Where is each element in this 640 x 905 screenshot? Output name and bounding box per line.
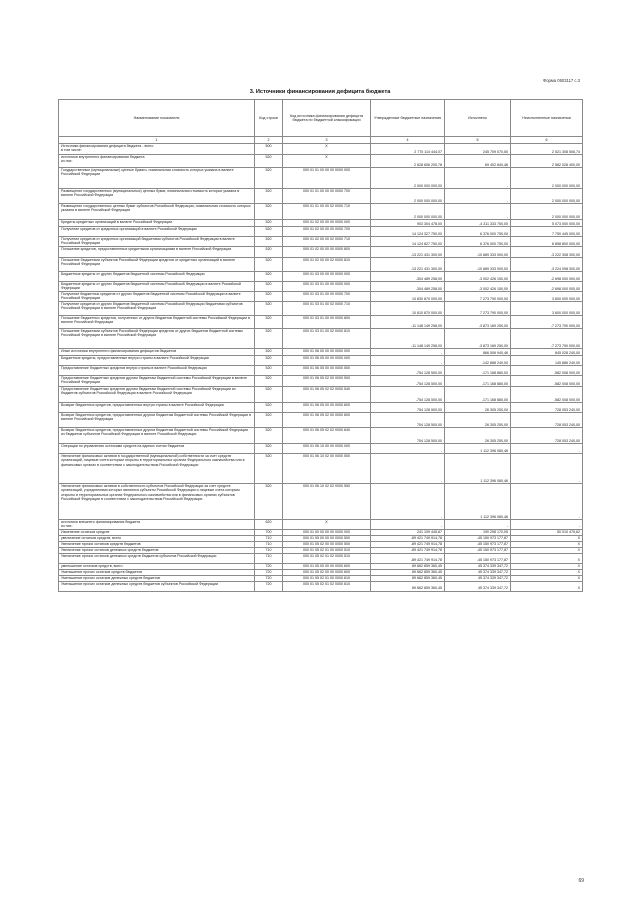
row-code: 520 [255,454,283,484]
row-executed: -3 002 426 150,00 [445,272,511,282]
row-unexecuted: 2 000 000 000,00 [511,189,583,204]
row-approved: -304 489 258,00 [371,272,445,282]
row-executed: - [445,189,511,204]
row-approved: - [371,356,445,366]
column-header-kbk: Код источника финансирования дефицита бюджета по бюджетной классификации [283,100,371,137]
row-approved: 2 000 000 000,00 [371,189,445,204]
row-executed: 6 376 000 750,00 [445,227,511,237]
row-approved: -754 128 500,00 [371,376,445,387]
row-name: источники внутреннего финансирования бюджета из них: [59,155,255,168]
row-name: Иные источники внутреннего финансирования дефицитов бюджетов [59,349,255,356]
table-row [59,316,583,329]
row-kbk: 000 01 05 00 00 00 0000 500 [283,535,371,541]
row-approved: - [371,349,445,356]
row-code: 520 [255,282,283,292]
row-name: Увеличение финансовых активов в государственной (муниципальной) собственности за счет средств организаций, лицевые счета которым открыты в территориальных органах Федерального казначейства или в финансовых органах в соответствии с законодательством Российской Федерации [59,454,255,484]
row-approved: 903 304 478,00 [371,220,445,227]
row-name: Получение кредитов от других бюджетов бюджетной системы Российской Федерации бюджетами субъектов Российской Федерации в валюте Российской Федерации [59,302,255,316]
row-unexecuted: 50 010 475,62 [511,529,583,535]
row-approved: -89 421 749 914,78 [371,553,445,563]
table-row [59,292,583,302]
row-name: Изменение остатков средств [59,529,255,535]
row-name: Увеличение прочих остатков денежных средств бюджетов субъектов Российской Федерации [59,553,255,563]
row-approved: 2 770 114 444,07 [371,144,445,155]
row-code: 520 [255,258,283,272]
row-code: 520 [255,413,283,428]
row-unexecuted: 845 028 240,00 [511,349,583,356]
row-unexecuted: 6 898 800 000,00 [511,237,583,247]
table-row [59,329,583,349]
row-executed: 1 112 396 080,46 [445,444,511,454]
row-name: Операции по управлению остатками средств на единых счетах бюджетов [59,444,255,454]
row-name: Уменьшение прочих остатков денежных средств бюджетов [59,575,255,581]
row-unexecuted: -3 222 308 300,00 [511,247,583,258]
row-kbk: 000 01 05 02 01 02 0000 610 [283,581,371,591]
column-header-name: Наименование показателя [59,100,255,137]
row-name: Возврат бюджетных кредитов, предоставленных другим бюджетам бюджетной системы Российской Федерации в валюте Российской Федерации [59,413,255,428]
row-kbk: 000 01 06 05 02 02 0000 540 [283,387,371,403]
row-kbk: 000 01 06 10 00 00 0000 000 [283,444,371,454]
row-name: Государственные (муниципальные) ценные бумаги, номинальная стоимость которых указана в валюте Российской Федерации [59,168,255,189]
row-approved: -89 421 749 914,78 [371,535,445,541]
row-executed: 1 112 396 080,46 [445,454,511,484]
row-name: Бюджетные кредиты от других бюджетов бюджетной системы Российской Федерации [59,272,255,282]
table-row [59,428,583,444]
row-executed: 7 273 790 000,00 [445,292,511,302]
row-executed: -45 150 973 177,87 [445,553,511,563]
table-row [59,247,583,258]
table-row [59,237,583,247]
row-unexecuted: 728 053 240,00 [511,428,583,444]
row-approved: -304 489 258,00 [371,282,445,292]
row-kbk: 000 01 06 05 00 00 0000 500 [283,366,371,376]
row-unexecuted: - [511,520,583,530]
row-unexecuted: -2 698 000 000,00 [511,272,583,282]
row-name: Кредиты кредитных организаций в валюте Российской Федерации [59,220,255,227]
table-row [59,553,583,563]
row-name: Увеличение прочих остатков средств бюджетов [59,541,255,547]
row-unexecuted: 2 000 000 000,00 [511,168,583,189]
row-name: Размещение государственных (муниципальных) ценных бумаг, номинальная стоимость которых указана в валюте Российской Федерации [59,189,255,204]
row-code: 520 [255,237,283,247]
row-unexecuted: -582 008 000,00 [511,366,583,376]
row-approved: 14 124 327 750,00 [371,227,445,237]
row-unexecuted: - [511,454,583,484]
column-header-approved: Утвержденные бюджетные назначения [371,100,445,137]
row-kbk: 000 01 01 00 00 02 0000 710 [283,204,371,220]
row-code: 520 [255,376,283,387]
row-unexecuted: 5 073 000 000,00 [511,220,583,227]
row-name: увеличение остатков средств, всего [59,535,255,541]
row-approved: -89 421 749 914,78 [371,547,445,553]
row-name: Источники финансирования дефицита бюджета - всего в том числе: [59,144,255,155]
row-approved: 2 000 000 000,00 [371,204,445,220]
row-unexecuted: -7 273 790 000,00 [511,316,583,329]
row-approved: -754 128 500,00 [371,366,445,376]
row-kbk: 000 01 02 00 00 02 0000 710 [283,237,371,247]
row-approved: 10 810 870 000,00 [371,302,445,316]
row-kbk: 000 01 05 02 01 00 0000 510 [283,547,371,553]
row-approved: 754 128 500,00 [371,403,445,413]
row-code: 700 [255,529,283,535]
row-kbk: 000 01 06 05 02 00 0000 600 [283,413,371,428]
row-unexecuted: -2 698 000 000,00 [511,282,583,292]
row-approved: - [371,444,445,454]
row-executed: -171 168 880,00 [445,376,511,387]
column-number-row [59,137,583,144]
table-body [59,144,583,592]
row-executed: -3 873 169 250,00 [445,316,511,329]
row-code: 720 [255,575,283,581]
row-code: 520 [255,168,283,189]
table-row [59,387,583,403]
row-kbk: 000 01 03 01 00 00 0000 000 [283,282,371,292]
row-executed: -45 150 973 177,87 [445,535,511,541]
row-name: Предоставление бюджетных кредитов внутри страны в валюте Российской Федерации [59,366,255,376]
row-executed: 190 298 170,05 [445,529,511,535]
row-unexecuted: - [511,484,583,520]
row-kbk: 000 01 02 00 00 00 0000 000 [283,220,371,227]
row-code: 520 [255,444,283,454]
row-approved: 89 662 859 360,45 [371,581,445,591]
row-code: 520 [255,484,283,520]
row-name: уменьшение остатков средств, всего [59,563,255,569]
row-kbk: 000 01 03 01 00 02 0000 810 [283,329,371,349]
row-executed: -3 873 169 250,00 [445,329,511,349]
row-unexecuted: -582 008 000,00 [511,387,583,403]
row-name: Возврат бюджетных кредитов, предоставленных внутри страны в валюте Российской Федерации [59,403,255,413]
row-executed: 45 374 339 347,72 [445,575,511,581]
row-unexecuted: 728 053 240,00 [511,413,583,428]
row-code: 520 [255,329,283,349]
row-executed: 26 305 250,00 [445,413,511,428]
row-kbk: 000 01 06 05 00 00 0000 600 [283,403,371,413]
row-code: 710 [255,553,283,563]
row-unexecuted: - [511,444,583,454]
row-code: 520 [255,220,283,227]
row-unexecuted: 2 521 308 506,74 [511,144,583,155]
row-name: Уменьшение прочих остатков денежных средств бюджетов субъектов Российской Федерации [59,581,255,591]
row-name: Размещение государственных ценных бумаг субъектов Российской Федерации, номинальная стоимость которых указана в валюте Российской Федерации [59,204,255,220]
row-code: 520 [255,366,283,376]
table-row [59,520,583,530]
row-code: 520 [255,189,283,204]
row-approved: 89 662 859 360,45 [371,569,445,575]
row-code: 520 [255,292,283,302]
table-row [59,484,583,520]
form-code: Форма 0503117 с.3 [543,78,580,83]
row-kbk: 000 01 06 05 00 00 0000 000 [283,356,371,366]
table-row [59,227,583,237]
row-unexecuted: 2 000 000 000,00 [511,204,583,220]
page-number: 69 [578,878,584,884]
row-unexecuted: X [511,541,583,547]
row-executed: 45 374 339 347,72 [445,581,511,591]
row-approved: - [371,454,445,484]
row-unexecuted: X [511,563,583,569]
row-approved: -11 148 149 258,00 [371,329,445,349]
row-kbk: 000 01 05 02 00 00 0000 600 [283,569,371,575]
table-row [59,258,583,272]
row-executed: - [445,204,511,220]
row-executed: 45 374 339 347,72 [445,569,511,575]
table-row [59,144,583,155]
row-approved: 10 830 870 000,00 [371,292,445,302]
row-name: Увеличение финансовых активов в собственности субъектов Российской Федерации за счет средств организаций, учредителями которых являются субъекты Российской Федерации и лицевые счета которым открыты в территориальных органах Федерального казначейства или в финансовых органах субъектов Российской Федерации в соответствии с законодательством Российской Федерации [59,484,255,520]
table-row [59,376,583,387]
row-kbk: 000 01 03 01 00 02 0000 710 [283,302,371,316]
row-approved: - [371,484,445,520]
row-kbk: 000 01 03 00 00 00 0000 000 [283,272,371,282]
row-name: Погашение бюджетами субъектов Российской Федерации кредитов от других бюджетов бюджетной системы Российской Федерации в валюте Российской Федерации [59,329,255,349]
row-code: 520 [255,227,283,237]
row-name: Погашение бюджетами субъектов Российской Федерации кредитов от кредитных организаций в валюте Российской Федерации [59,258,255,272]
row-name: Получение кредитов от кредитных организаций в валюте Российской Федерации [59,227,255,237]
row-executed: 6 376 000 750,00 [445,237,511,247]
row-approved: 241 109 445,67 [371,529,445,535]
column-header-unexecuted: Неисполненные назначения [511,100,583,137]
row-kbk: 000 01 06 00 00 00 0000 000 [283,349,371,356]
row-unexecuted: X [511,553,583,563]
row-unexecuted: -582 008 000,00 [511,376,583,387]
row-unexecuted: 2 582 028 400,00 [511,155,583,168]
row-code: 520 [255,428,283,444]
row-executed: 26 305 250,00 [445,428,511,444]
row-executed: -10 689 333 000,00 [445,247,511,258]
row-kbk: 000 01 01 00 00 00 0000 700 [283,189,371,204]
row-code: 520 [255,272,283,282]
row-code: 710 [255,547,283,553]
table-row [59,444,583,454]
table-header-row [59,100,583,137]
row-unexecuted: 3 600 000 000,00 [511,292,583,302]
row-kbk: 000 01 02 00 00 02 0000 810 [283,258,371,272]
row-name: Бюджетные кредиты от других бюджетов бюджетной системы Российской Федерации в валюте Российской Федерации [59,282,255,292]
row-approved: - [371,520,445,530]
table-row [59,155,583,168]
row-kbk: 000 01 05 00 00 00 0000 600 [283,563,371,569]
table-row [59,302,583,316]
row-code: 520 [255,302,283,316]
table-row [59,168,583,189]
row-approved: -89 421 749 914,78 [371,541,445,547]
row-executed: -45 150 973 177,87 [445,541,511,547]
row-code: 710 [255,535,283,541]
row-name: Увеличение прочих остатков денежных средств бюджетов [59,547,255,553]
row-executed: -171 168 880,00 [445,366,511,376]
row-approved: 754 128 500,00 [371,428,445,444]
row-name: Возврат бюджетных кредитов, предоставленных другим бюджетам бюджетной системы Российской Федерации из бюджетов субъектов Российской Федерации в валюте Российской Федерации [59,428,255,444]
row-name: Получение бюджетных кредитов от других бюджетов бюджетной системы Российской Федерации в валюте Российской Федерации [59,292,255,302]
row-approved: 14 124 827 750,00 [371,237,445,247]
row-unexecuted: X [511,547,583,553]
row-kbk: X [283,520,371,530]
row-name: Погашение бюджетных кредитов, полученных от других бюджетов бюджетной системы Российской Федерации в валюте Российской Федерации [59,316,255,329]
financing-sources-table [58,99,583,592]
row-code: 520 [255,356,283,366]
row-approved: 2 628 606 200,78 [371,155,445,168]
row-kbk: 000 01 03 01 00 00 0000 800 [283,316,371,329]
row-name: Уменьшение прочих остатков средств бюджетов [59,569,255,575]
row-executed: 866 506 940,46 [445,349,511,356]
column-header-row-code: Код строки [255,100,283,137]
row-approved: -11 148 149 258,00 [371,316,445,329]
row-executed: -4 311 333 750,00 [445,220,511,227]
row-executed: -45 150 973 177,87 [445,547,511,553]
row-approved: -13 221 431 300,00 [371,258,445,272]
row-code: 720 [255,569,283,575]
row-approved: -754 128 500,00 [371,387,445,403]
row-name: Погашение кредитов, предоставленных кредитными организациями в валюте Российской Федерации [59,247,255,258]
row-code: 520 [255,387,283,403]
row-approved: 89 662 859 360,45 [371,563,445,569]
row-kbk: 000 01 06 05 02 02 0000 640 [283,428,371,444]
row-executed: 245 709 070,50 [445,144,511,155]
row-code: 500 [255,144,283,155]
column-number: 2 [255,137,283,144]
row-unexecuted: X [511,575,583,581]
row-unexecuted: 728 053 240,00 [511,403,583,413]
row-approved: 89 662 859 360,45 [371,575,445,581]
row-executed: 69 402 840,46 [445,155,511,168]
row-code: 520 [255,155,283,168]
row-name: Получение кредитов от кредитных организаций бюджетами субъектов Российской Федерации в валюте Российской Федерации [59,237,255,247]
row-name: Предоставление бюджетных кредитов другим бюджетам бюджетной системы Российской Федерации из бюджетов субъектов Российской Федерации в валюте Российской Федерации [59,387,255,403]
row-unexecuted: X [511,581,583,591]
column-header-executed: Исполнено [445,100,511,137]
column-number: 1 [59,137,255,144]
row-unexecuted: 3 600 000 000,00 [511,302,583,316]
row-kbk: 000 01 05 02 00 00 0000 500 [283,541,371,547]
row-approved: 754 128 500,00 [371,413,445,428]
table-row [59,356,583,366]
row-kbk: 000 01 05 02 01 02 0000 510 [283,553,371,563]
row-code: 620 [255,520,283,530]
row-unexecuted: -3 224 098 300,00 [511,258,583,272]
table-row [59,454,583,484]
row-code: 520 [255,403,283,413]
row-executed: - [445,168,511,189]
row-kbk: 000 01 06 10 02 00 0000 500 [283,454,371,484]
table-row [59,204,583,220]
row-code: 720 [255,581,283,591]
row-kbk: 000 01 03 01 00 00 0000 700 [283,292,371,302]
row-unexecuted: X [511,569,583,575]
row-unexecuted: -7 273 790 000,00 [511,329,583,349]
table-row [59,220,583,227]
row-kbk: X [283,144,371,155]
table-row [59,272,583,282]
row-kbk: 000 01 02 00 00 00 0000 800 [283,247,371,258]
column-number: 6 [511,137,583,144]
table-row [59,581,583,591]
row-unexecuted: X [511,535,583,541]
table-row [59,282,583,292]
row-executed: -10 689 333 000,00 [445,258,511,272]
row-approved: -13 221 431 300,00 [371,247,445,258]
row-executed: -171 168 880,00 [445,387,511,403]
table-row [59,366,583,376]
row-executed: 1 112 396 080,46 [445,484,511,520]
row-approved: 2 000 000 000,00 [371,168,445,189]
row-name: источники внешнего финансирования бюджета из них: [59,520,255,530]
row-kbk: 000 01 05 02 01 00 0000 610 [283,575,371,581]
row-code: 710 [255,541,283,547]
document-title: 3. Источники финансирования дефицита бюджета [249,89,391,95]
row-executed: -142 888 240,00 [445,356,511,366]
row-executed: 45 374 339 347,72 [445,563,511,569]
row-kbk: 000 01 02 00 00 00 0000 700 [283,227,371,237]
row-kbk: 000 01 00 00 00 00 0000 000 [283,529,371,535]
table-row [59,403,583,413]
row-kbk: 000 01 01 00 00 00 0000 000 [283,168,371,189]
row-kbk: 000 01 06 05 02 00 0000 500 [283,376,371,387]
row-executed: 26 305 250,00 [445,403,511,413]
table-row [59,413,583,428]
row-executed: -3 002 426 150,00 [445,282,511,292]
row-code: 520 [255,247,283,258]
column-number: 5 [445,137,511,144]
financing-sources-table-wrap [58,99,582,592]
table-row [59,349,583,356]
row-name: Бюджетные кредиты, предоставленные внутри страны в валюте Российской Федерации [59,356,255,366]
table-row [59,189,583,204]
column-number: 3 [283,137,371,144]
row-kbk: 000 01 06 10 02 02 0000 550 [283,484,371,520]
column-number: 4 [371,137,445,144]
row-code: 520 [255,349,283,356]
row-name: Предоставление бюджетных кредитов другим бюджетам бюджетной системы Российской Федерации в валюте Российской Федерации [59,376,255,387]
row-code: 720 [255,563,283,569]
row-unexecuted: 7 750 445 000,00 [511,227,583,237]
row-code: 520 [255,204,283,220]
row-code: 520 [255,316,283,329]
row-executed: - [445,520,511,530]
row-executed: 7 273 790 000,00 [445,302,511,316]
row-unexecuted: 145 886 240,00 [511,356,583,366]
row-kbk: X [283,155,371,168]
